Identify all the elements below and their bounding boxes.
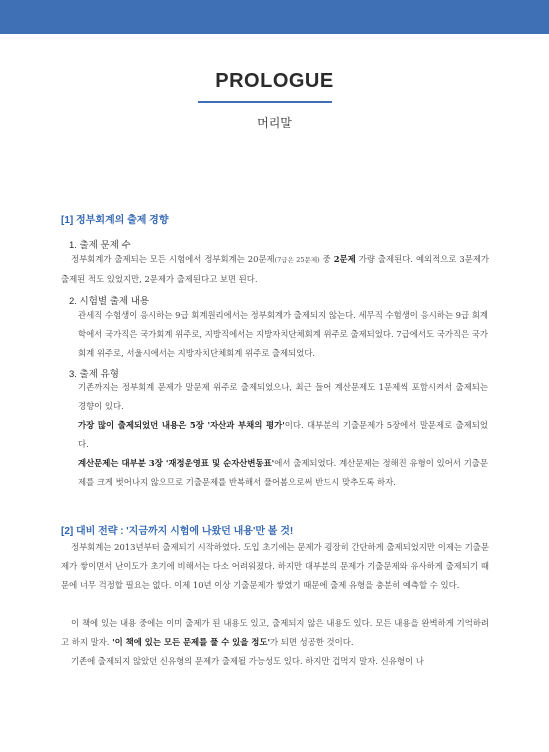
section-heading-1: [1] 정부회계의 출제 경향	[61, 215, 169, 226]
title-underline	[198, 101, 332, 103]
paragraph-most-frequent: 가장 많이 출제되었던 내용은 5장 '자산과 부채의 평가'이다. 대부분의 기출문제가 5장에서 말문제로 출제되었다.	[78, 420, 488, 449]
page-title: PROLOGUE	[215, 70, 334, 92]
paragraph-strategy-intro: 정부회계는 2013년부터 출제되기 시작하였다. 도입 초기에는 문제가 굉장히 간단하게 출제되었지만 이제는 기출문제가 쌓이면서 난이도가 초기에 비해서는 다소 어려워졌다. 하지만 대부분의 문제가 기출문제와 유사하게 출제되기 때문에 너무 걱정할 필요는 없다. 이제 10년 이상 기출문제가 쌓였기 때문에 출제 유형을 충분히 예측할 수 있다.	[61, 542, 489, 590]
paragraph-question-count: 정부회계가 출제되는 모든 시험에서 정부회계는 20문제(7급은 25문제) 중 2문제 가량 출제된다. 예외적으로 3문제가 출제된 적도 있었지만, 2문제가 출제된다고 보면 된다.	[61, 254, 489, 284]
paragraph-strategy-scope: 이 책에 있는 내용 중에는 이미 출제가 된 내용도 있고, 출제되지 않은 내용도 있다. 모든 내용을 완벽하게 기억하려고 하지 말자. '이 책에 있는 모든 문제를 풀 수 있을 정도'가 되면 성공한 것이다.	[61, 618, 489, 647]
paragraph-exam-content: 관세직 수험생이 응시하는 9급 회계원리에서는 정부회계가 출제되지 않는다. 세무직 수험생이 응시하는 9급 회계학에서 국가직은 국가회계 위주로, 지방직에서는 지방자치단체회계 위주로 출제되었다. 7급에서도 국가직은 국가회계 위주로, 서울시에서는 지방자치단체회계 위주로 출제되었다.	[78, 310, 488, 358]
item-heading-3: 3. 출제 유형	[69, 369, 119, 380]
paragraph-strategy-new-type: 기존에 출제되지 않았던 신유형의 문제가 출제될 가능성도 있다. 하지만 겁먹지 말자. 신유형이 나	[71, 656, 424, 666]
page-subtitle: 머리말	[257, 116, 292, 130]
item-heading-1: 1. 출제 문제 수	[69, 240, 131, 251]
item-heading-2: 2. 시험별 출제 내용	[69, 296, 150, 307]
paragraph-question-type: 기존까지는 정부회계 문제가 말문제 위주로 출제되었으나, 최근 들어 계산문제도 1문제씩 포함시켜서 출제되는 경향이 있다.	[78, 382, 488, 411]
header-color-band	[0, 0, 549, 34]
paragraph-calculation: 계산문제는 대부분 3장 '재정운영표 및 순자산변동표'에서 출제되었다. 계산문제는 정해진 유형이 있어서 기출문제를 크게 벗어나지 않으므로 기출문제를 반복해서 풀어봄으로써 반드시 맞추도록 하자.	[78, 458, 488, 487]
section-heading-2: [2] 대비 전략 : '지금까지 시험에 나왔던 내용'만 볼 것!	[61, 526, 294, 537]
